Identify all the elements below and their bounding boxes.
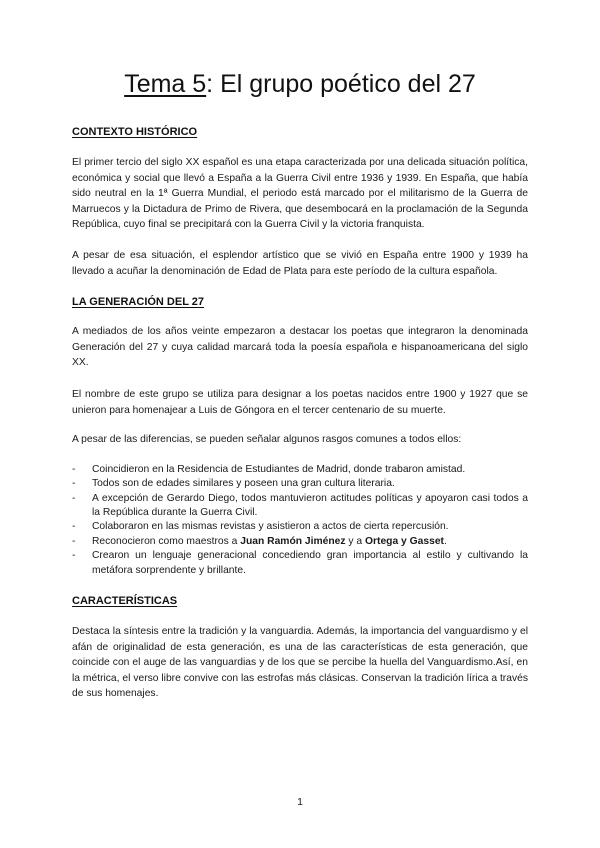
list-item: - A excepción de Gerardo Diego, todos mantuvieron actitudes políticas y apoyaron casi todos a la República durante la Guerra Civil. [72,492,528,518]
rasgos-list [72,463,528,578]
paragraph-generacion-3: A pesar de las diferencias, se pueden señalar algunos rasgos comunes a todos ellos: [72,434,462,446]
list-item: - Todos son de edades similares y poseen una gran cultura literaria. [72,477,528,491]
section-heading-caracteristicas: CARACTERÍSTICAS [72,594,178,607]
list-item: - Coincidieron en la Residencia de Estudiantes de Madrid, donde trabaron amistad. [72,463,528,477]
page-title [0,70,600,99]
bullet-dash: - [72,550,76,562]
paragraph-contexto-1: El primer tercio del siglo XX español es una etapa caracterizada por una delicada situación política, económica y social que llevó a España a la Guerra Civil entre 1936 y 1939. En España, que había sido neutral en la 1ª Guerra Mundial, el periodo está marcado por el militarismo de la Guerra de Marruecos y la Dictadura de Primo de Rivera, que desembocará en la proclamación de la Segunda República, cuyo final se precipitará con la Guerra Civil y la victoria franquista. [72,157,528,231]
document-body [72,126,528,702]
section-heading-generacion: LA GENERACIÓN DEL 27 [72,296,205,309]
bullet-dash: - [72,478,76,490]
title-topic-number: Tema 5 [124,70,207,98]
page-number: 1 [297,796,303,808]
paragraph-generacion-2: El nombre de este grupo se utiliza para designar a los poetas nacidos entre 1900 y 1927 que se unieron para homenajear a Luis de Góngora en el tercer centenario de su muerte. [72,388,528,416]
bullet-dash: - [72,463,76,475]
bullet-dash: - [72,535,76,547]
list-item: - Reconocieron como maestros a Juan Ramón Jiménez y a Ortega y Gasset. [72,535,528,549]
bullet-dash: - [72,521,76,533]
list-item: - Crearon un lenguaje generacional concediendo gran importancia al estilo y cultivando la metáfora sorprendente y brillante. [72,550,528,576]
list-item: - Colaboraron en las mismas revistas y asistieron a actos de cierta repercusión. [72,520,528,534]
maestro-name-jrj: Juan Ramón Jiménez [240,535,346,547]
paragraph-generacion-1: A mediados de los años veinte empezaron a destacar los poetas que integraron la denominada Generación del 27 y cuya calidad marcará toda la poesía española e hispanoamericana del siglo XX. [72,326,528,369]
paragraph-contexto-2: A pesar de esa situación, el esplendor artístico que se vivió en España entre 1900 y 1939 ha llevado a acuñar la denominación de Edad de Plata para este período de la cultura española. [72,249,528,277]
title-text: : El grupo poético del 27 [206,70,476,98]
section-heading-contexto: CONTEXTO HISTÓRICO [72,126,198,138]
paragraph-caracteristicas: Destaca la síntesis entre la tradición y la vanguardia. Además, la importancia del vanguardismo y el afán de originalidad de esta generación, es una de las características de esta generación, que coincide con el auge de las vanguardias y de los que se percibe la huella del Vanguardismo.Así, en la métrica, el verso libre convive con las estrofas más clásicas. Conservan la tradición lírica a través de sus homenajes. [72,625,528,700]
maestro-name-ortega: Ortega y Gasset [365,535,444,547]
bullet-dash: - [72,492,76,504]
